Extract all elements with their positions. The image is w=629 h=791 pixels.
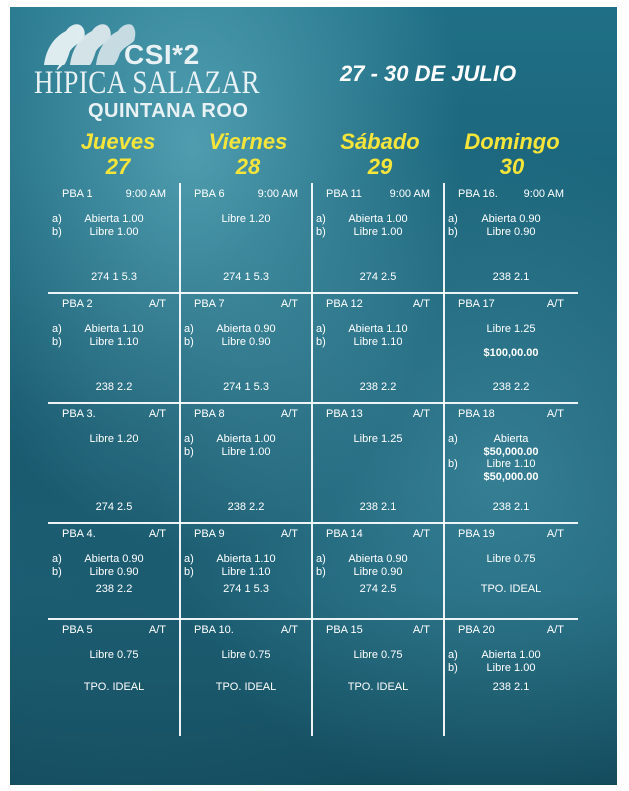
logo-csi: CSI*2 <box>124 39 200 70</box>
competition-id: PBA 7 <box>194 298 225 310</box>
class-line: Abierta 0.90 <box>216 323 276 335</box>
schedule-cell <box>48 183 180 293</box>
competition-id: PBA 17 <box>458 298 495 310</box>
competition-time: A/T <box>546 528 564 540</box>
competition-id: PBA 5 <box>62 624 93 636</box>
competition-id: PBA 15 <box>326 624 363 636</box>
schedule-cell <box>312 293 444 403</box>
class-line: Libre 1.25 <box>486 323 536 335</box>
class-line: Abierta 1.00 <box>348 213 408 225</box>
competition-time: A/T <box>412 528 430 540</box>
day-name: Viernes <box>208 129 288 154</box>
competition-id: PBA 10. <box>194 624 234 636</box>
competition-time: A/T <box>546 624 564 636</box>
competition-id: PBA 19 <box>458 528 495 540</box>
schedule-cell <box>444 523 578 619</box>
logo-name: HÍPICA SALAZAR <box>34 65 260 101</box>
line-letter: a) <box>52 323 62 335</box>
day-heading <box>310 129 450 179</box>
day-number: 29 <box>367 154 393 179</box>
course-spec: 274 1 5.3 <box>223 271 269 283</box>
course-spec: 238 2.2 <box>227 501 265 513</box>
logo-subtitle: QUINTANA ROO <box>88 100 249 122</box>
schedule-cell <box>48 293 180 403</box>
schedule-cell <box>444 183 578 293</box>
line-letter: a) <box>448 213 458 225</box>
competition-id: PBA 3. <box>62 408 96 420</box>
course-spec: 238 2.1 <box>492 681 530 693</box>
course-spec: 274 2.5 <box>95 501 133 513</box>
class-line: Abierta 1.10 <box>216 553 276 565</box>
class-line: Abierta 0.90 <box>481 213 541 225</box>
competition-id: PBA 16. <box>458 188 498 200</box>
competition-time: 9:00 AM <box>257 188 298 200</box>
competition-time: A/T <box>280 408 298 420</box>
course-spec: 238 2.2 <box>492 381 530 393</box>
competition-time: A/T <box>546 408 564 420</box>
competition-time: A/T <box>546 298 564 310</box>
line-letter: b) <box>52 226 62 238</box>
class-line: Libre 0.75 <box>221 649 271 661</box>
competition-time: A/T <box>148 408 166 420</box>
schedule-cell <box>312 523 444 619</box>
competition-id: PBA 8 <box>194 408 225 420</box>
class-line: Libre 1.00 <box>486 662 536 674</box>
line-letter: b) <box>184 566 194 578</box>
class-line: Libre 1.25 <box>353 433 403 445</box>
line-letter: a) <box>184 553 194 565</box>
line-letter: b) <box>448 458 458 470</box>
class-line: Abierta <box>493 433 529 445</box>
competition-time: A/T <box>412 408 430 420</box>
course-spec: 238 2.2 <box>95 583 133 595</box>
class-line: Abierta 1.00 <box>216 433 276 445</box>
day-heading <box>48 129 188 179</box>
class-line: Libre 0.90 <box>221 336 271 348</box>
course-spec: 274 1 5.3 <box>91 271 137 283</box>
competition-time: 9:00 AM <box>125 188 166 200</box>
schedule-cell <box>180 183 312 293</box>
line-letter: a) <box>316 323 326 335</box>
class-line: Libre 0.75 <box>89 649 139 661</box>
competition-time: 9:00 AM <box>389 188 430 200</box>
competition-time: A/T <box>280 528 298 540</box>
line-letter: a) <box>52 553 62 565</box>
line-letter: b) <box>448 662 458 674</box>
class-line: Abierta 0.90 <box>84 553 144 565</box>
day-number: 28 <box>235 154 261 179</box>
line-letter: b) <box>184 336 194 348</box>
line-letter: b) <box>316 226 326 238</box>
line-letter: a) <box>52 213 62 225</box>
course-spec: 238 2.2 <box>359 381 397 393</box>
class-line: Libre 1.20 <box>221 213 271 225</box>
competition-id: PBA 1 <box>62 188 93 200</box>
competition-id: PBA 11 <box>326 188 362 200</box>
course-spec: 238 2.1 <box>492 501 530 513</box>
course-spec: 274 1 5.3 <box>223 583 269 595</box>
course-spec: TPO. IDEAL <box>83 681 145 693</box>
class-line: Libre 1.00 <box>221 446 271 458</box>
class-line: Libre 1.10 <box>486 458 536 470</box>
class-line: Libre 0.90 <box>486 226 536 238</box>
course-spec: 238 2.1 <box>359 501 397 513</box>
day-heading <box>442 129 582 179</box>
schedule-cell <box>444 293 578 403</box>
course-spec: 274 2.5 <box>359 583 397 595</box>
class-line: Libre 1.10 <box>221 566 271 578</box>
course-spec: 238 2.1 <box>492 271 530 283</box>
competition-time: A/T <box>148 624 166 636</box>
line-letter: b) <box>52 336 62 348</box>
day-name: Sábado <box>340 129 420 154</box>
competition-id: PBA 14 <box>326 528 363 540</box>
course-spec: 274 1 5.3 <box>223 381 269 393</box>
competition-id: PBA 12 <box>326 298 363 310</box>
schedule-cell <box>48 403 180 523</box>
course-spec: TPO. IDEAL <box>347 681 409 693</box>
line-letter: b) <box>184 446 194 458</box>
day-heading <box>178 129 318 179</box>
class-line: $50,000.00 <box>483 470 539 483</box>
class-line: Libre 0.75 <box>486 553 536 565</box>
line-letter: a) <box>184 323 194 335</box>
competition-time: A/T <box>148 528 166 540</box>
competition-id: PBA 18 <box>458 408 495 420</box>
competition-id: PBA 9 <box>194 528 225 540</box>
class-line: Abierta 1.00 <box>84 213 144 225</box>
day-number: 30 <box>499 154 525 179</box>
schedule-cell <box>180 293 312 403</box>
line-letter: a) <box>316 213 326 225</box>
event-dates: 27 - 30 DE JULIO <box>340 61 517 86</box>
class-line: Libre 0.75 <box>353 649 403 661</box>
class-line: Libre 1.00 <box>89 226 139 238</box>
schedule-cell <box>180 619 312 736</box>
schedule-cell <box>48 523 180 619</box>
horse-heads-logo-icon <box>40 19 136 67</box>
line-letter: b) <box>316 336 326 348</box>
competition-id: PBA 4. <box>62 528 96 540</box>
competition-id: PBA 6 <box>194 188 225 200</box>
competition-id: PBA 2 <box>62 298 93 310</box>
schedule-cell <box>48 619 180 736</box>
line-letter: a) <box>448 433 458 445</box>
class-line: Libre 1.20 <box>89 433 139 445</box>
course-spec: 238 2.2 <box>95 381 133 393</box>
class-line: $50,000.00 <box>483 445 539 458</box>
schedule-cell <box>312 619 444 736</box>
competition-time: A/T <box>280 624 298 636</box>
day-number: 27 <box>105 154 131 179</box>
schedule-grid <box>48 183 578 736</box>
schedule-cell <box>180 523 312 619</box>
class-line: Abierta 1.10 <box>84 323 144 335</box>
line-letter: b) <box>316 566 326 578</box>
day-name: Domingo <box>464 129 560 154</box>
competition-id: PBA 20 <box>458 624 495 636</box>
line-letter: b) <box>448 226 458 238</box>
line-letter: b) <box>52 566 62 578</box>
class-line: Libre 0.90 <box>353 566 403 578</box>
course-spec: 274 2.5 <box>359 271 397 283</box>
class-line: Abierta 1.10 <box>348 323 408 335</box>
schedule-cell <box>312 183 444 293</box>
class-line: Libre 1.00 <box>353 226 403 238</box>
prize-amount: $100,00.00 <box>483 347 539 359</box>
schedule-cell <box>312 403 444 523</box>
line-letter: a) <box>184 433 194 445</box>
class-line: Abierta 0.90 <box>348 553 408 565</box>
competition-time: A/T <box>280 298 298 310</box>
class-line: Libre 0.90 <box>89 566 139 578</box>
competition-id: PBA 13 <box>326 408 363 420</box>
schedule-cell <box>180 403 312 523</box>
class-line: Libre 1.10 <box>353 336 403 348</box>
competition-time: 9:00 AM <box>523 188 564 200</box>
class-line: Libre 1.10 <box>89 336 139 348</box>
competition-time: A/T <box>148 298 166 310</box>
competition-time: A/T <box>412 624 430 636</box>
day-name: Jueves <box>80 129 156 154</box>
class-line: Abierta 1.00 <box>481 649 541 661</box>
line-letter: a) <box>448 649 458 661</box>
poster <box>10 7 617 785</box>
schedule-cell <box>444 619 578 736</box>
schedule-cell <box>444 403 578 523</box>
course-spec: TPO. IDEAL <box>215 681 277 693</box>
line-letter: a) <box>316 553 326 565</box>
course-spec: TPO. IDEAL <box>480 583 542 595</box>
competition-time: A/T <box>412 298 430 310</box>
